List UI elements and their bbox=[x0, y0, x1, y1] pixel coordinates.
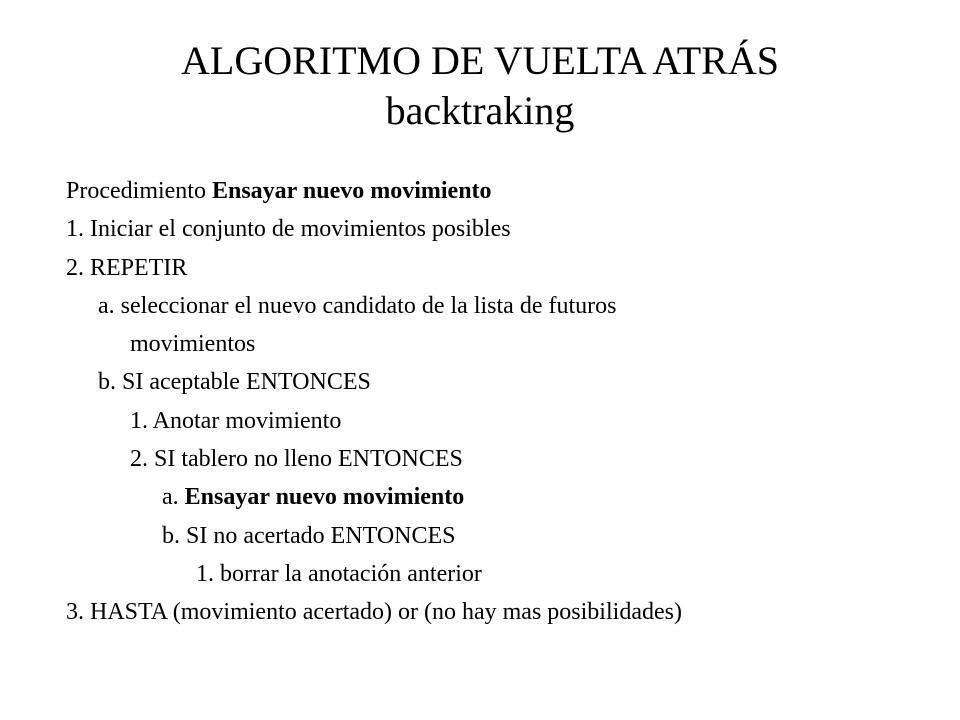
procedure-header-prefix: Procedimiento bbox=[66, 178, 212, 204]
step-2b-2a bbox=[66, 478, 946, 516]
step-2b-1: 1. Anotar movimiento bbox=[130, 407, 342, 434]
slide-title-block bbox=[0, 36, 960, 136]
step-2a-line-2: movimientos bbox=[130, 331, 256, 358]
slide-subtitle: backtraking bbox=[385, 88, 575, 133]
step-2a-line-1: a. seleccionar el nuevo candidato de la lista de futuros bbox=[98, 292, 617, 319]
procedure-header-name: Ensayar nuevo movimiento bbox=[211, 178, 492, 204]
step-2b-2a-prefix: a. bbox=[162, 484, 185, 511]
step-2: 2. REPETIR bbox=[66, 254, 188, 281]
step-2b: b. SI aceptable ENTONCES bbox=[98, 369, 371, 396]
step-2b-2b: b. SI no acertado ENTONCES bbox=[162, 522, 456, 549]
procedure-body bbox=[66, 172, 946, 632]
step-2b-2: 2. SI tablero no lleno ENTONCES bbox=[130, 446, 463, 473]
step-2b-2a-name: Ensayar nuevo movimiento bbox=[184, 484, 465, 511]
step-3: 3. HASTA (movimiento acertado) or (no hay mas posibilidades) bbox=[66, 599, 682, 626]
step-2b-2b-1: 1. borrar la anotación anterior bbox=[196, 560, 482, 587]
step-1: 1. Iniciar el conjunto de movimientos posibles bbox=[66, 216, 511, 243]
procedure-header bbox=[66, 172, 946, 210]
slide-title: ALGORITMO DE VUELTA ATRÁS bbox=[181, 38, 779, 83]
